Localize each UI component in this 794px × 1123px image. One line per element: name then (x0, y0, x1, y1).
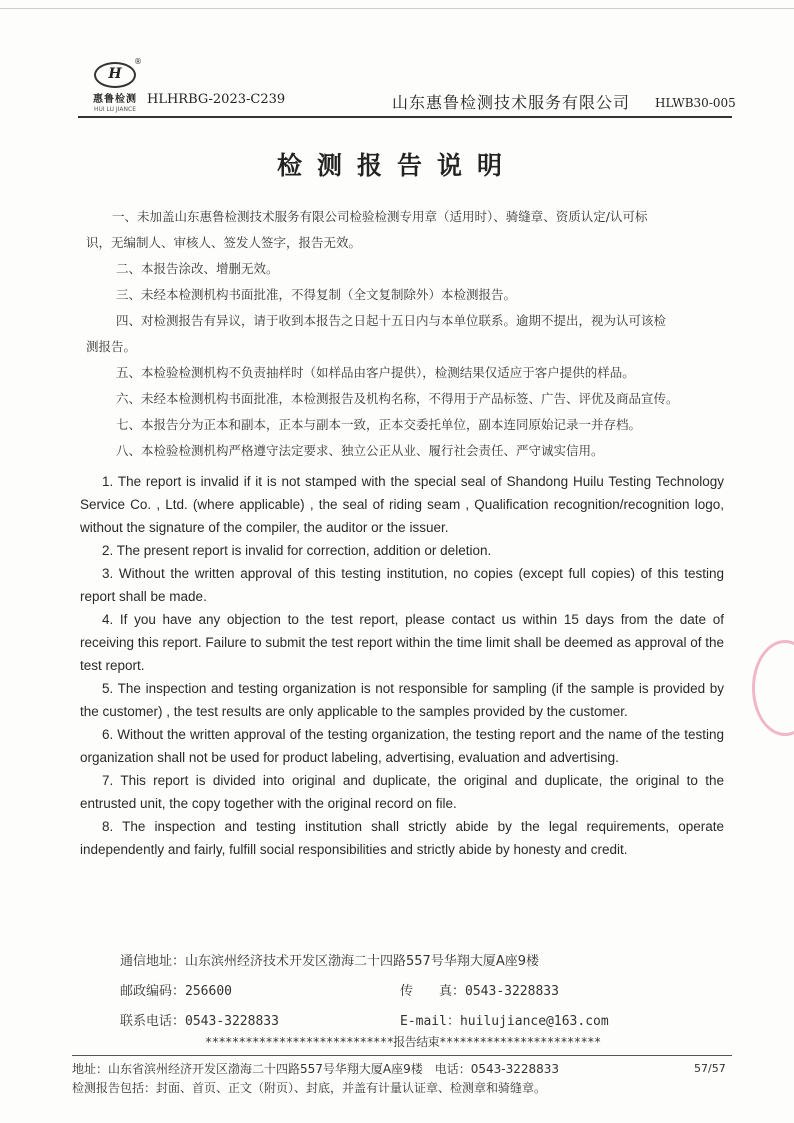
email-value: huilujiance@163.com (459, 1014, 609, 1029)
contact-postcode-row (120, 982, 720, 1012)
en-note-3: 3. Without the written approval of this testing institution, no copies (except full copies) of this testing report shall be made. (80, 566, 724, 604)
cn-note-7: 七、本报告分为正本和副本，正本与副本一致，正本交委托单位，副本连同原始记录一并存档。 (116, 417, 642, 432)
en-note-2: 2. The present report is invalid for correction, addition or deletion. (102, 543, 492, 558)
cn-note-4b: 测报告。 (86, 339, 137, 354)
cn-note-3: 三、未经本检测机构书面批准，不得复制（全文复制除外）本检测报告。 (116, 287, 517, 302)
logo-emblem (94, 62, 136, 88)
document-code: HLWB30-005 (655, 96, 736, 110)
en-note-7: 7. This report is divided into original and duplicate, the original and duplicate, the original to the entrusted unit, the copy together with the original record on file. (80, 773, 724, 811)
cn-note-1b: 识，无编制人、审核人、签发人签字，报告无效。 (86, 235, 362, 250)
page-title: 检测报告说明 (276, 151, 517, 180)
logo-text-en: HUI LU JIANCE (93, 106, 137, 113)
cn-notes (88, 205, 728, 465)
page-number: 57/57 (694, 1062, 726, 1075)
page-top-edge (0, 8, 794, 9)
registered-mark: ® (134, 57, 142, 66)
footer-divider (72, 1055, 732, 1056)
en-note-6: 6. Without the written approval of the testing organization, the testing report and the name of the testing organization shall not be used for product labeling, advertising, evaluation and advertising. (80, 727, 724, 765)
report-code: HLHRBG-2023-C239 (147, 92, 286, 107)
footer-contents-note: 检测报告包括：封面、首页、正文（附页）、封底，并盖有计量认证章、检测章和骑缝章。 (72, 1081, 547, 1095)
address-label: 通信地址： (120, 954, 186, 969)
cn-note-6: 六、未经本检测机构书面批准，本检测报告及机构名称，不得用于产品标签、广告、评优及商品宣传。 (116, 391, 679, 406)
riding-seam-stamp-edge (752, 640, 794, 736)
cn-note-2: 二、本报告涂改、增删无效。 (116, 261, 279, 276)
postcode-label: 邮政编码： (120, 984, 186, 999)
fax-label: 传 真： (400, 984, 466, 999)
company-name: 山东惠鲁检测技术服务有限公司 (392, 93, 631, 112)
contact-block (120, 952, 720, 1042)
en-note-8: 8. The inspection and testing institution shall strictly abide by the legal requirements, operate independently and fairly, fulfill social responsibilities and strictly abide by honesty and credit. (80, 819, 724, 857)
phone-value: 0543-3228833 (185, 1014, 279, 1029)
cn-note-1a: 一、未加盖山东惠鲁检测技术服务有限公司检验检测专用章（适用时）、骑缝章、资质认定/认可标 (112, 209, 648, 224)
postcode-value: 256600 (185, 984, 232, 999)
logo-text-cn: 惠鲁检测 (93, 94, 137, 105)
en-note-5: 5. The inspection and testing organization is not responsible for sampling (if the sample is provided by the customer) , the test results are only applicable to the samples provided by the customer. (80, 681, 724, 719)
footer-address: 地址：山东省滨州经济开发区渤海二十四路557号华翔大厦A座9楼 电话：0543-3228833 (72, 1062, 560, 1076)
contact-address-row (120, 952, 720, 982)
phone-label: 联系电话： (120, 1014, 186, 1029)
en-notes (80, 470, 724, 861)
email-label: E-mail： (400, 1014, 460, 1029)
cn-note-5: 五、本检验检测机构不负责抽样时（如样品由客户提供），检测结果仅适应于客户提供的样品。 (116, 365, 635, 380)
en-note-1: 1. The report is invalid if it is not stamped with the special seal of Shandong Huilu Testing Technology Service Co. , Ltd. (where applicable) , the seal of riding seam , Qualification recognition/recognition logo, without the signature of the compiler, the auditor or the issuer. (80, 474, 724, 535)
cn-note-8: 八、本检验检测机构严格遵守法定要求、独立公正从业、履行社会责任、严守诚实信用。 (116, 443, 604, 458)
header-divider (78, 116, 732, 118)
cn-note-4a: 四、对检测报告有异议，请于收到本报告之日起十五日内与本单位联系。逾期不提出，视为认可该检 (116, 313, 667, 328)
fax-value: 0543-3228833 (465, 984, 559, 999)
address-value: 山东滨州经济技术开发区渤海二十四路557号华翔大厦A座9楼 (185, 954, 539, 969)
en-note-4: 4. If you have any objection to the test report, please contact us within 15 days from the date of receiving this report. Failure to submit the test report within the time limit shall be deemed as approval of the test report. (80, 612, 724, 673)
company-logo (86, 57, 144, 113)
report-end-mark: ****************************报告结束************************ (205, 1035, 601, 1049)
logo-mark-letter: H (108, 66, 122, 82)
